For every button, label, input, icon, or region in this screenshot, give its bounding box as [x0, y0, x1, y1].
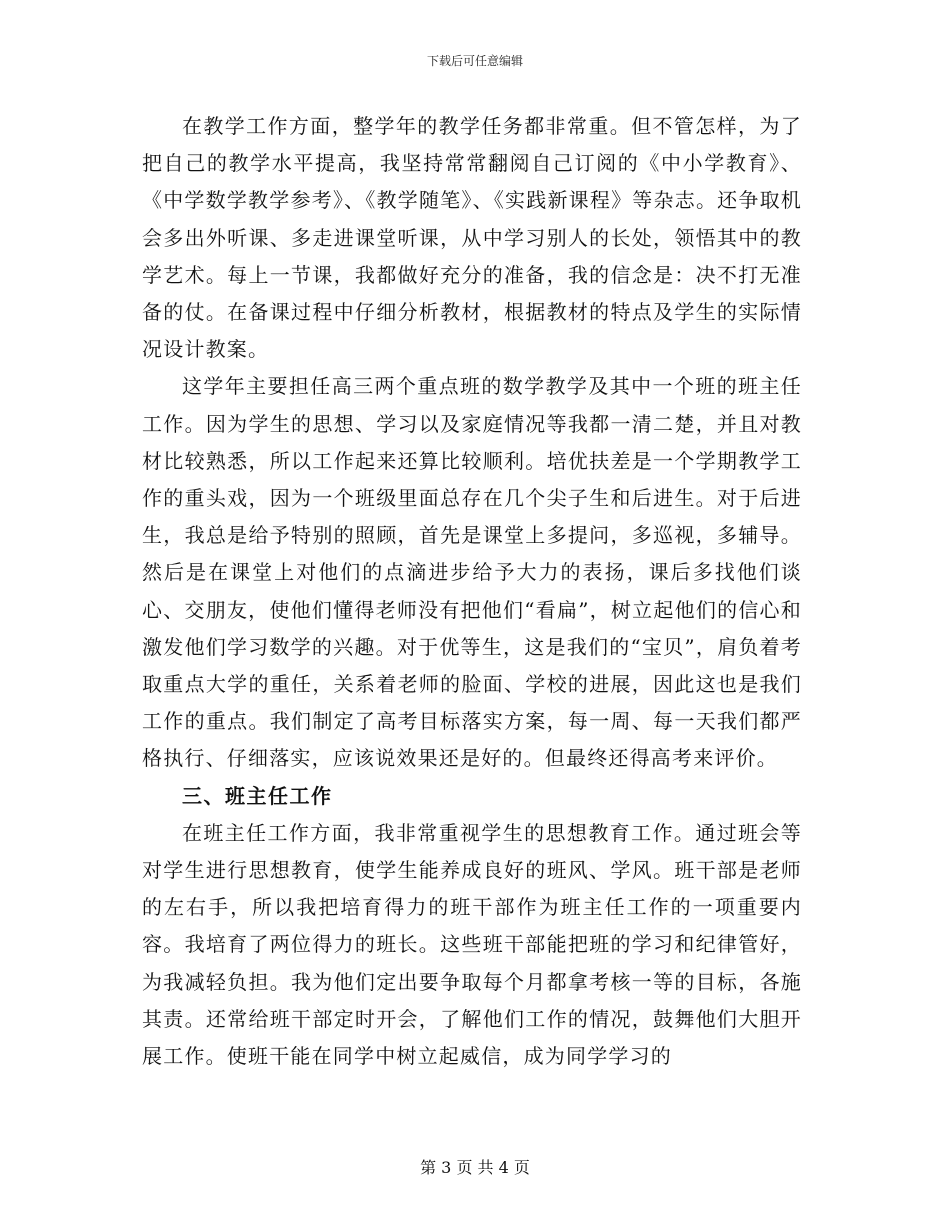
page-header: 下载后可任意编辑 — [426, 54, 523, 68]
page-number: 第 3 页 共 4 页 — [420, 1158, 530, 1177]
section-heading: 三、班主任工作 — [182, 783, 333, 808]
body-paragraph-teaching: 在教学工作方面，整学年的教学任务都非常重。但不管怎样，为了把自己的教学水平提高，我坚持常常翻阅自己订阅的《中小学教育》、《中学数学教学参考》、《教学随笔》、《实践新课程》等杂志。还争取机会多出外听课、多走进课堂听课，从中学习别人的长处，领悟其中的教学艺术。每上一节课，我都做好充分的准备，我的信念是：决不打无准备的仗。在备课过程中仔细分析教材，根据教材的特点及学生的实际情况设计教案。 — [142, 114, 802, 362]
body-paragraph-head-teacher: 在班主任工作方面，我非常重视学生的思想教育工作。通过班会等对学生进行思想教育，使学生能养成良好的班风、学风。班干部是老师的左右手，所以我把培育得力的班干部作为班主任工作的一项重要内容。我培育了两位得力的班长。这些班干部能把班的学习和纪律管好，为我减轻负担。我为他们定出要争取每个月都拿考核一等的目标，各施其责。还常给班干部定时开会，了解他们工作的情况，鼓舞他们大胆开展工作。使班干能在同学中树立起威信，成为同学学习的 — [142, 820, 802, 1069]
body-paragraph-senior-class: 这学年主要担任高三两个重点班的数学教学及其中一个班的班主任工作。因为学生的思想、学习以及家庭情况等我都一清二楚，并且对教材比较熟悉，所以工作起来还算比较顺利。培优扶差是一个学期教学工作的重头戏，因为一个班级里面总存在几个尖子生和后进生。对于后进生，我总是给予特别的照顾，首先是课堂上多提问，多巡视，多辅导。然后是在课堂上对他们的点滴进步给予大力的表扬，课后多找他们谈心、交朋友，使他们懂得老师没有把他们“看扁”，树立起他们的信心和激发他们学习数学的兴趣。对于优等生，这是我们的“宝贝”，肩负着考取重点大学的重任，关系着老师的脸面、学校的进展，因此这也是我们工作的重点。我们制定了高考目标落实方案，每一周、每一天我们都严格执行、仔细落实，应该说效果还是好的。但最终还得高考来评价。 — [142, 374, 802, 771]
document-body — [142, 108, 802, 1075]
